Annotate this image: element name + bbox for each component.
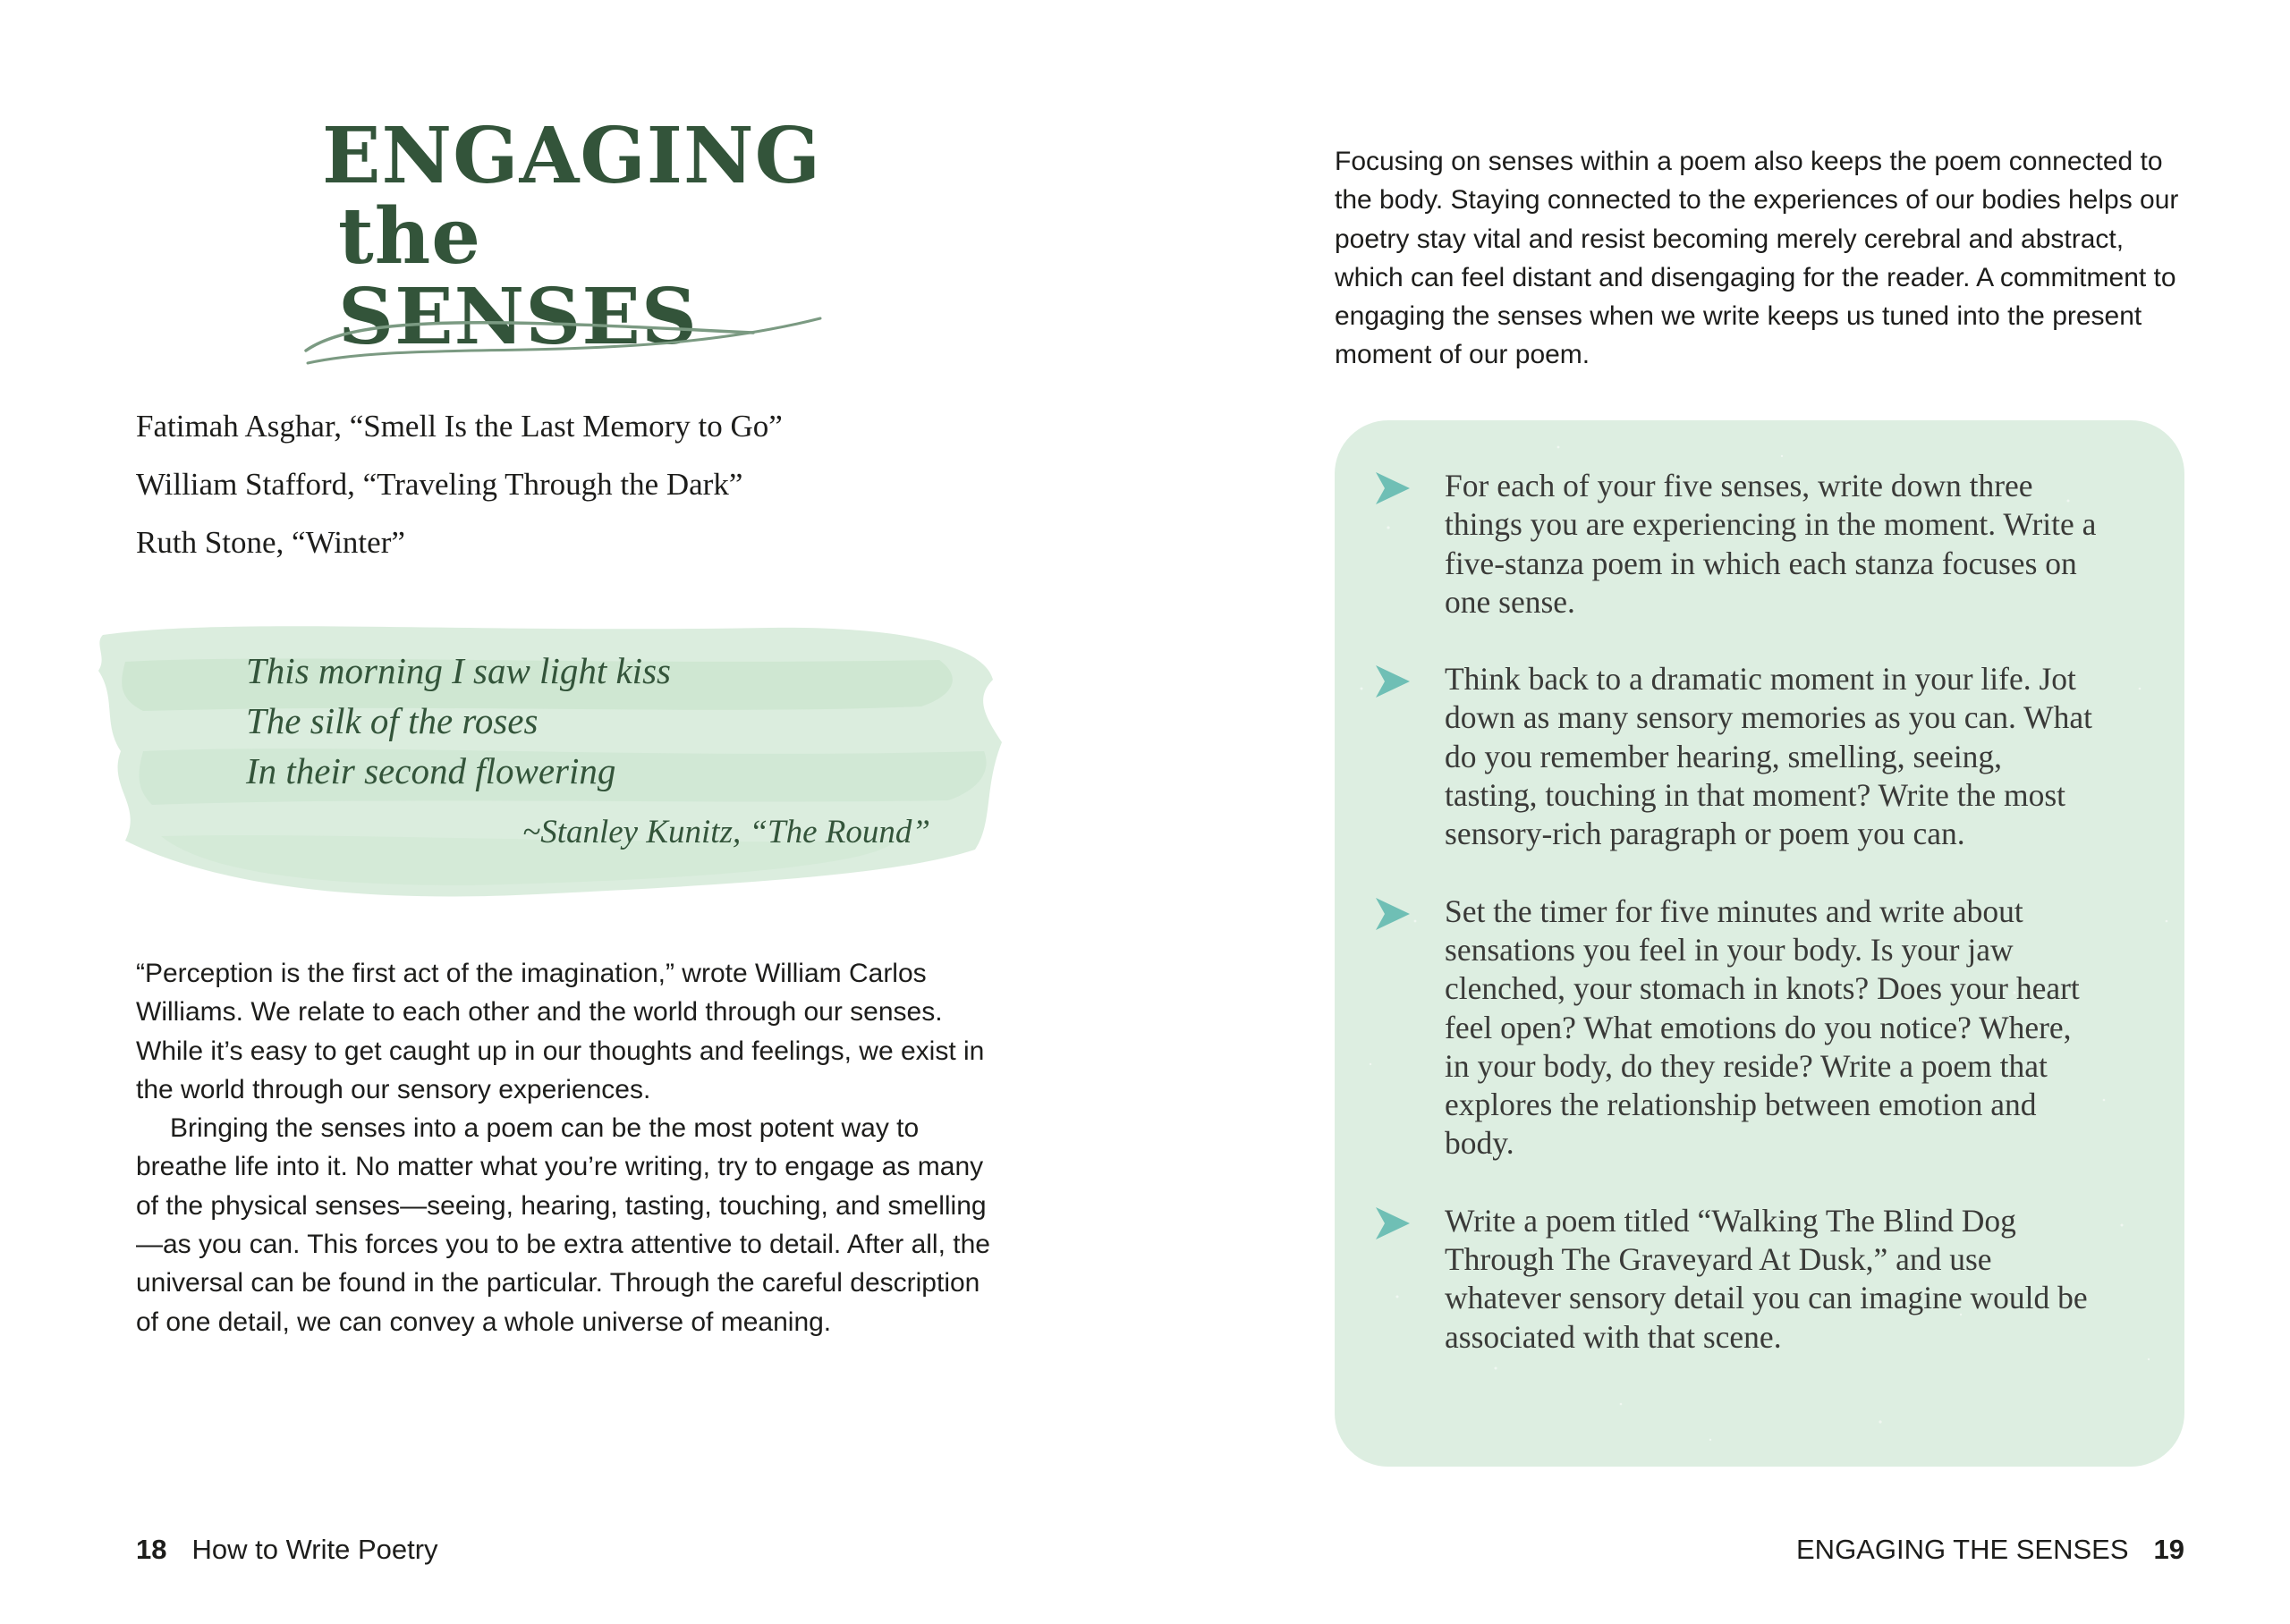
chevron-right-icon <box>1370 660 1417 703</box>
epigraph-line: This morning I saw light kiss <box>246 650 671 691</box>
chapter-title-line-1: ENGAGING <box>322 111 822 201</box>
prompt-item <box>1335 1202 2184 1357</box>
chapter-title-line-2: the SENSES <box>338 191 699 362</box>
swoosh-divider <box>288 295 825 376</box>
epigraph-line: The silk of the roses <box>246 700 539 741</box>
footer-left <box>136 1532 438 1568</box>
page-number: 19 <box>2153 1534 2184 1565</box>
chevron-right-icon <box>1370 892 1417 935</box>
footer-right <box>1796 1532 2184 1568</box>
prompt-text: For each of your five senses, write down three things you are experiencing in the moment. Write a five-stanza poem in which each stanza focuses on one sense. <box>1445 468 2097 620</box>
chevron-right-icon <box>1370 467 1417 510</box>
body-text <box>136 954 995 1341</box>
prompt-item <box>1335 660 2184 853</box>
page-number: 18 <box>136 1534 167 1565</box>
running-title: How to Write Poetry <box>191 1534 438 1565</box>
prompt-text: Think back to a dramatic moment in your life. Jot down as many sensory memories as you can. What do you remember hearing, smelling, seeing, tasting, touching in that moment? Write the most sensory-rich paragraph or poem you can. <box>1445 661 2092 852</box>
body-paragraph: Bringing the senses into a poem can be the most potent way to breathe life into it. No matter what you’re writing, try to engage as many of the physical senses—seeing, hearing, tasting, touching, and smelling—as you can. This forces you to be extra attentive to detail. After all, the universal can be found in the particular. Through the careful description of one detail, we can convey a whole universe of meaning. <box>136 1113 990 1337</box>
epigraph-attribution: ~Stanley Kunitz, “The Round” <box>522 814 930 850</box>
prompt-text: Set the timer for five minutes and write about sensations you feel in your body. Is your jaw clenched, your stomach in knots? Does your heart feel open? What emotions do you notice? Where, in your body, do they reside? Write a poem that explores the relationship between emotion and body. <box>1445 892 2080 1162</box>
chevron-right-icon <box>1370 1202 1417 1245</box>
prompt-list <box>1335 467 2184 1395</box>
intro-paragraph: Focusing on senses within a poem also keeps the poem connected to the body. Staying connected to the experiences of our bodies helps our poetry stay vital and resist becoming merely cerebral and abstract, which can feel distant and disengaging for the reader. A commitment to engaging the senses when we write keeps us tuned into the present moment of our poem. <box>1335 147 2179 370</box>
reading-list-item: William Stafford, “Traveling Through the Dark” <box>136 467 743 502</box>
epigraph-line: In their second flowering <box>246 750 616 791</box>
reading-list-item: Ruth Stone, “Winter” <box>136 525 405 560</box>
reading-list-item: Fatimah Asghar, “Smell Is the Last Memory to Go” <box>136 409 783 444</box>
epigraph <box>246 646 980 855</box>
body-paragraph: “Perception is the first act of the imagination,” wrote William Carlos Williams. We relate to each other and the world through our senses. While it’s easy to get caught up in our thoughts and feelings, we exist in the world through our sensory experiences. <box>136 959 985 1104</box>
running-title: ENGAGING THE SENSES <box>1796 1534 2129 1565</box>
reading-list <box>136 410 941 584</box>
prompt-text: Write a poem titled “Walking The Blind Dog Through The Graveyard At Dusk,” and use whatever sensory detail you can imagine would be associated with that scene. <box>1445 1202 2088 1355</box>
prompt-item <box>1335 892 2184 1163</box>
prompt-item <box>1335 467 2184 622</box>
prompt-box <box>1335 420 2184 1467</box>
